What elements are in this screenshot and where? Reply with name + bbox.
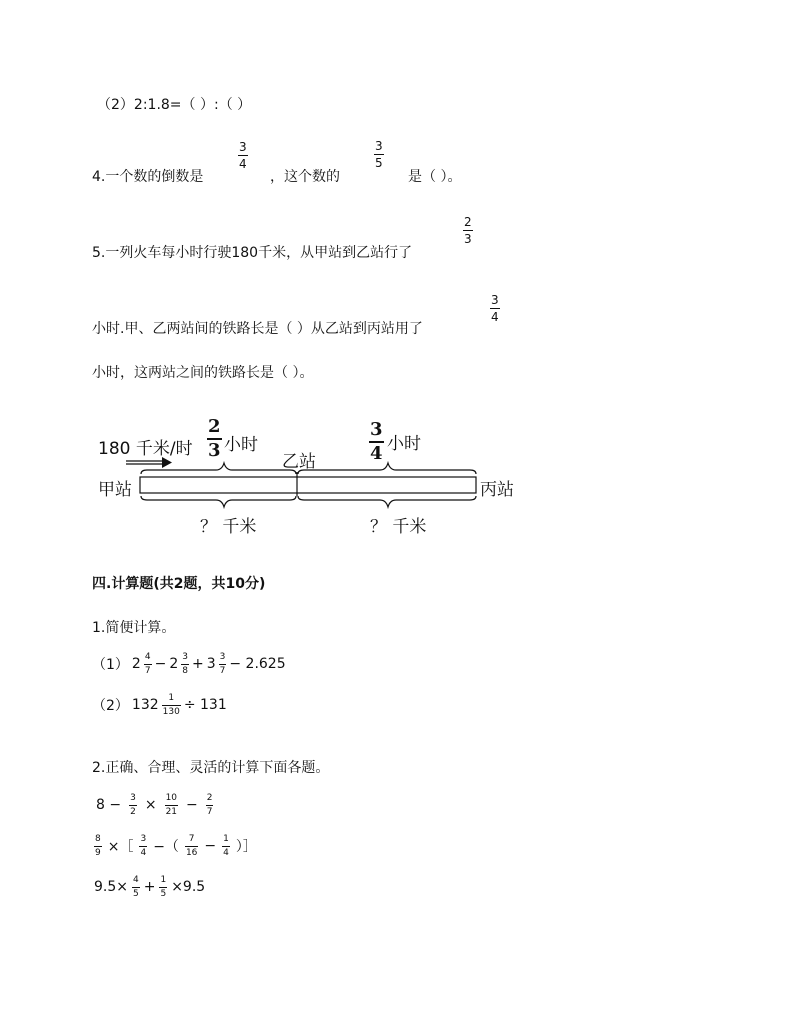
c2-expression-3 [94,872,205,902]
c2-e2-f4-num: 1 [223,833,229,844]
c2-e2-b: −（ [153,839,179,855]
diagram-frac2-den: 4 [370,443,383,464]
c1-p1-op-3: − 2.625 [229,656,286,672]
c2-e2-f1-num: 8 [95,833,101,844]
c1-problem-2 [92,691,227,719]
c2-e2-f3-den: 16 [185,847,198,858]
railway-track-diagram [130,460,486,512]
q4-frac1-num: 3 [239,140,247,154]
c2-e1-f3-den: 7 [206,806,213,817]
c2-e2-a: ×［ [107,839,134,855]
c1-p2-f-den: 130 [162,706,180,717]
c1-p1-whole-1: 2 [131,656,141,672]
section-title: 四.计算题(共2题，共10分) [92,576,266,592]
c2-e1-c: − [186,797,198,813]
c1-p1-fraction-3 [219,653,227,676]
q5-line-2: 小时.甲、乙两站间的铁路长是（ ）从乙站到丙站用了 [92,321,423,337]
c1-p1-whole-2: 2 [169,656,179,672]
station-bing-label: 丙站 [480,480,514,500]
c2-e1-fraction-1 [129,794,137,817]
q5-fraction-2 [490,294,500,323]
c2-e3-f1-den: 5 [133,888,139,899]
q4-fraction-2 [374,140,384,169]
c2-e3-f1-num: 4 [133,874,139,885]
c2-e1-fraction-3 [206,794,214,817]
c1-p2-f-num: 1 [168,692,175,703]
c2-e2-fraction-2 [139,835,147,858]
c2-e1-f2-num: 10 [165,792,178,803]
c2-title: 2.正确、合理、灵活的计算下面各题。 [92,760,330,776]
c1-p1-f3-num: 3 [219,651,226,662]
c1-p1-f3-den: 7 [219,665,226,676]
c2-e1-f2-den: 21 [165,806,178,817]
q5-frac1-den: 3 [464,232,472,246]
q5-frac2-num: 3 [491,293,499,307]
c2-e2-d: ）］ [235,839,257,855]
c1-p1-f2-num: 3 [182,651,188,662]
c1-p2-whole: 132 [131,697,159,713]
c1-p1-f2-den: 8 [182,665,188,676]
q3-sub2-label: （2） [97,97,134,113]
c1-p1-f1-den: 7 [144,665,151,676]
diagram-frac1-num: 2 [208,416,221,437]
q5-line-1: 5.一列火车每小时行驶180千米，从甲站到乙站行了 [92,245,413,261]
q4-frac2-num: 3 [375,139,383,153]
c1-p2-rest: ÷ 131 [183,697,227,713]
q5-fraction-1 [463,216,473,245]
q4-text-a: 4.一个数的倒数是 [92,169,204,185]
c2-e3-f2-num: 1 [160,874,167,885]
diagram-frac2-num: 3 [370,419,383,440]
q3-sub2-expr: 2:1.8=（ ）:（ ） [133,97,252,113]
c2-e2-f1-den: 9 [95,847,101,858]
c2-e2-f2-den: 4 [140,847,147,858]
c2-e2-fraction-1 [94,835,102,858]
diagram-fraction-2 [369,421,384,463]
c1-p1-fraction-1 [144,653,152,676]
distance-question-1: ？ 千米 [200,517,257,537]
c2-expression-2 [94,831,257,861]
c2-e1-f3-num: 2 [206,792,213,803]
c2-e2-f4-den: 4 [223,847,229,858]
c1-p1-op-2: + [191,656,204,672]
c2-e2-f3-num: 7 [188,833,195,844]
c2-e3-a: 9.5× [94,879,128,895]
diagram-frac1-den: 3 [208,440,221,461]
q5-frac1-num: 2 [464,215,472,229]
c1-p2-label: （2） [92,698,129,714]
q3-sub2 [97,94,251,114]
c1-problem-1 [92,650,286,678]
c2-e3-b: + [143,879,156,895]
c2-e1-f1-den: 2 [130,806,136,817]
c2-e1-fraction-2 [165,794,178,817]
diagram-fraction-1 [207,418,222,460]
c1-p1-whole-3: 3 [206,656,216,672]
c1-title: 1.简便计算。 [92,620,176,636]
c2-e2-c: − [204,838,217,854]
c1-p1-fraction-2 [181,653,189,676]
c2-e3-f2-den: 5 [160,888,167,899]
c2-e2-fraction-4 [222,835,230,858]
c2-e1-f1-num: 3 [130,792,136,803]
q4-frac1-den: 4 [239,157,247,171]
c2-e1-a: 8 − [96,797,122,813]
station-yi-label: 乙站 [282,452,316,472]
diagram-unit-1: 小时 [224,435,258,455]
c2-e2-fraction-3 [185,835,198,858]
q4-text-b: ，这个数的 [270,169,340,185]
distance-question-2: ？ 千米 [370,517,427,537]
diagram-unit-2: 小时 [387,434,421,454]
c2-e3-fraction-1 [132,876,140,899]
q5-line-3: 小时，这两站之间的铁路长是（ ）。 [92,365,314,381]
q4-frac2-den: 5 [375,156,383,170]
station-jia-label: 甲站 [98,480,132,500]
c2-e3-c: ×9.5 [171,879,206,895]
c2-e1-b: × [144,797,157,813]
c1-p1-op-1: − [154,656,167,672]
q4-fraction-1 [238,141,248,170]
c2-expression-1 [96,790,213,820]
c2-e3-fraction-2 [159,876,167,899]
c1-p1-label: （1） [92,657,129,673]
c2-e2-f2-num: 3 [140,833,147,844]
c1-p2-fraction [162,694,181,717]
q4-text-c: 是（ ）。 [408,169,462,185]
q5-frac2-den: 4 [491,310,499,324]
c1-p1-f1-num: 4 [144,651,151,662]
speed-label: 180 千米/时 [98,439,193,459]
